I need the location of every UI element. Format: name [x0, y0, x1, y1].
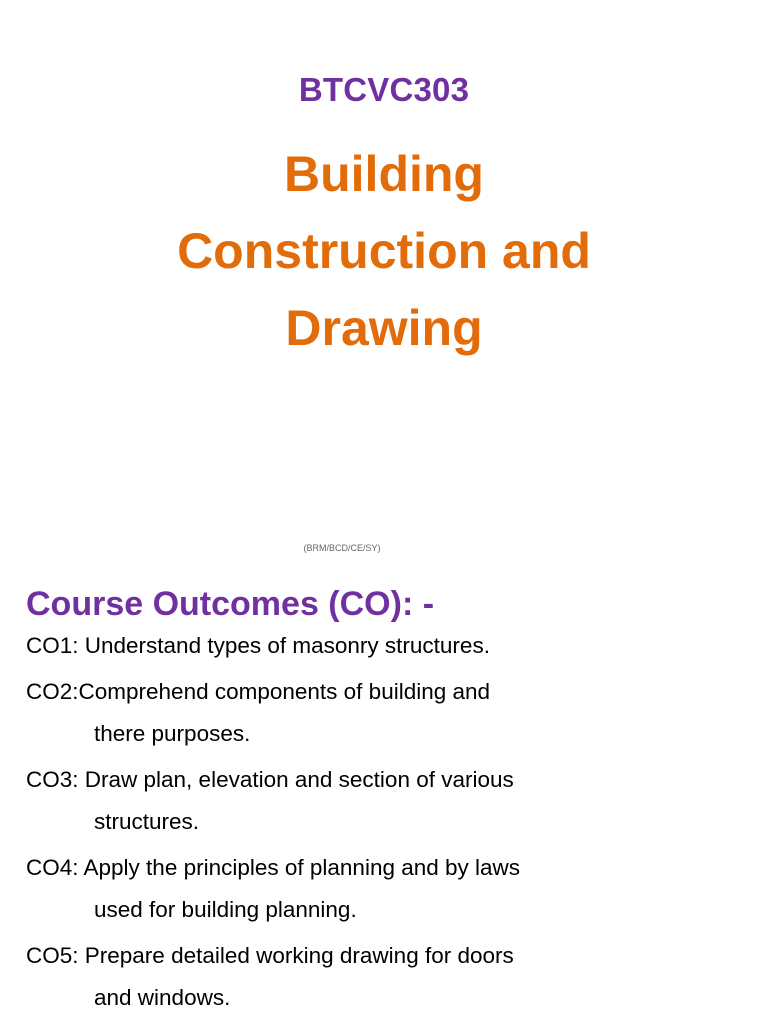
course-outcome-line: CO4: Apply the principles of planning and by laws	[26, 855, 521, 880]
course-outcome-continuation: used for building planning.	[94, 897, 357, 922]
course-outcome-co2	[26, 671, 746, 755]
course-outcome-co3	[26, 759, 746, 843]
course-outcome-continuation: structures.	[94, 809, 200, 834]
course-outcome-line: CO2:Comprehend components of building and	[26, 679, 491, 704]
course-outcome-continuation: and windows.	[94, 985, 231, 1010]
course-outcome-co4	[26, 847, 746, 931]
course-outcome-co1	[26, 625, 746, 667]
course-outcome-continuation: there purposes.	[94, 721, 251, 746]
course-title	[80, 136, 688, 367]
course-outcome-line: CO1: Understand types of masonry structures.	[26, 633, 490, 658]
code-note: (BRM/BCD/CE/SY)	[303, 543, 381, 553]
course-outcome-line: CO3: Draw plan, elevation and section of various	[26, 767, 514, 792]
course-outcomes-list	[26, 625, 746, 1023]
course-title-line-1: Building	[284, 146, 484, 202]
course-outcomes-heading: Course Outcomes (CO): -	[26, 585, 435, 623]
course-title-line-2: Construction and	[177, 223, 591, 279]
course-code: BTCVC303	[298, 71, 470, 108]
course-outcome-line: CO5: Prepare detailed working drawing for doors	[26, 943, 514, 968]
course-title-line-3: Drawing	[285, 300, 483, 356]
course-outcome-co5	[26, 935, 746, 1019]
